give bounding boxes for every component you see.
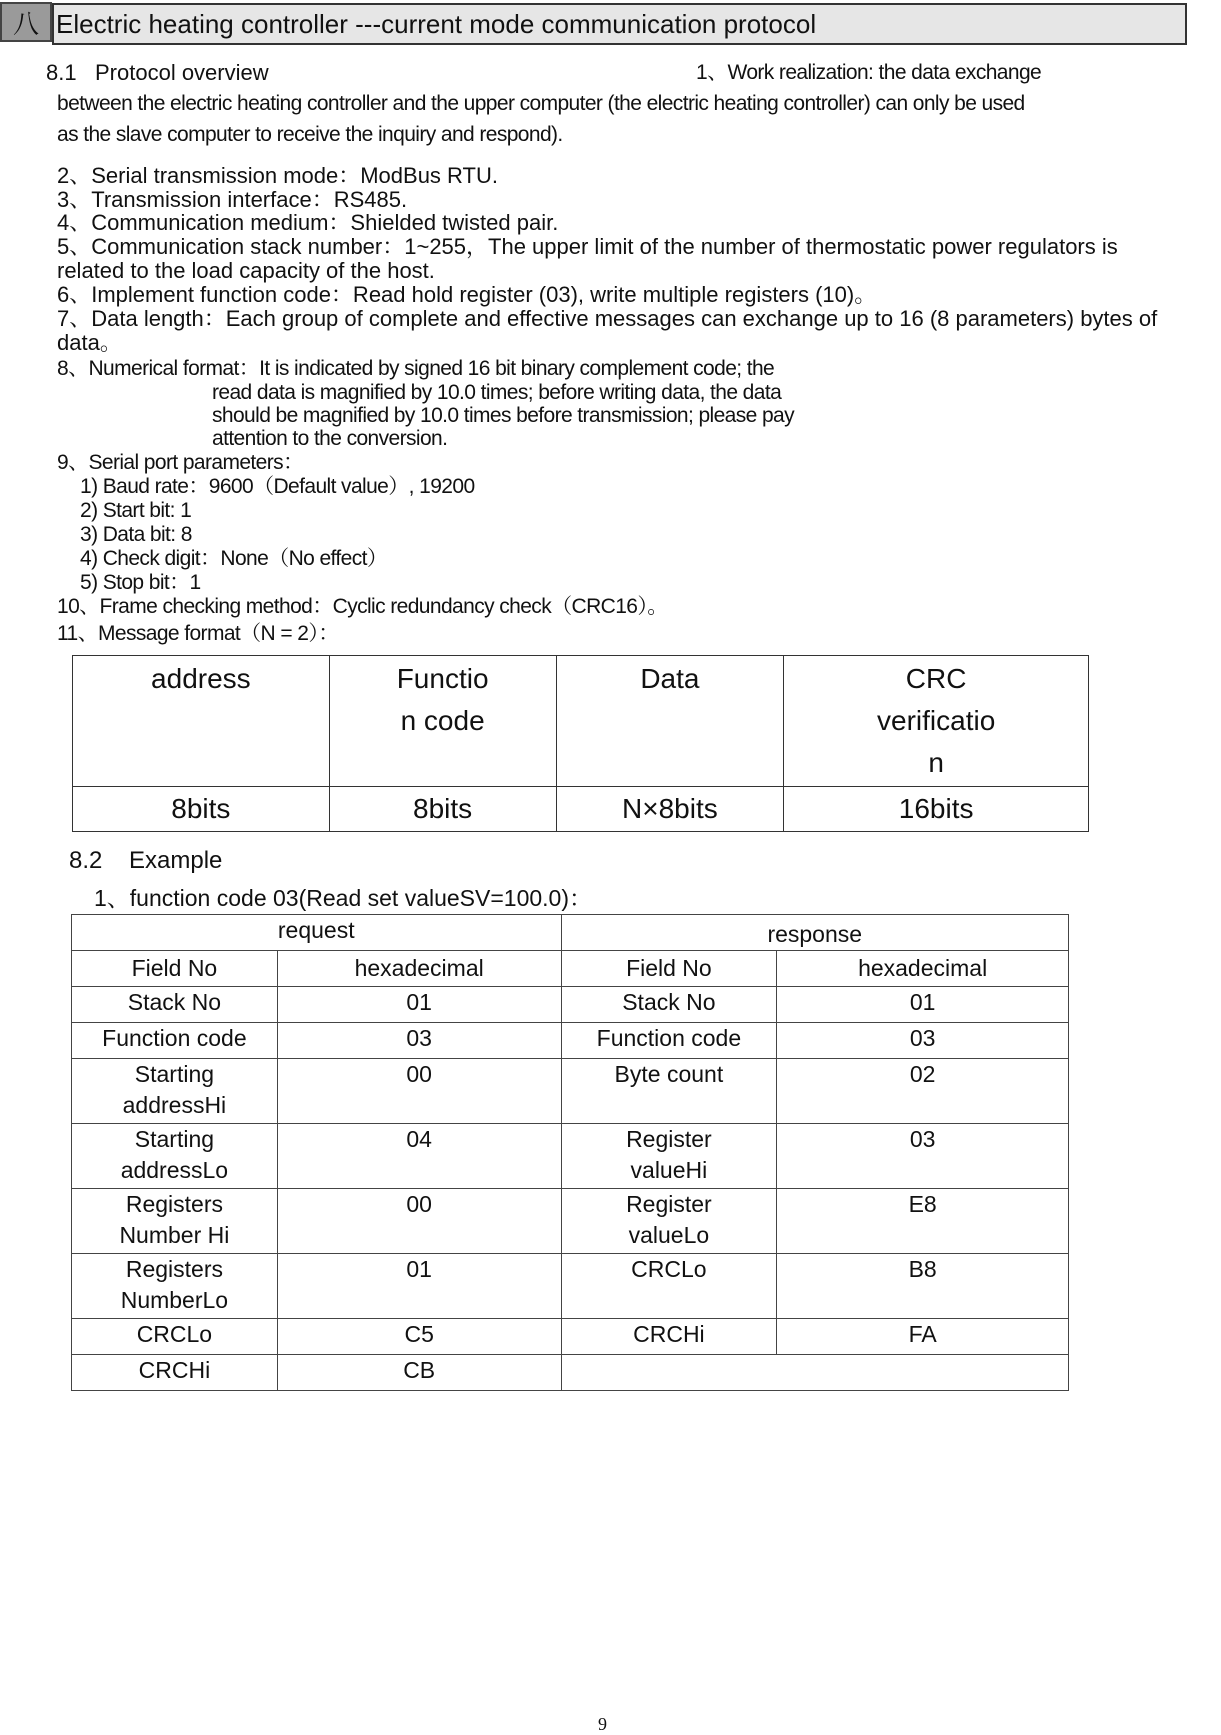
msg-size-function-code: 8bits — [329, 787, 556, 832]
serial-param-data-bit: 3) Data bit: 8 — [80, 523, 192, 546]
serial-param-baud: 1) Baud rate：9600（Default value）, 19200 — [80, 475, 475, 498]
serial-param-check-digit: 4) Check digit：None（No effect） — [80, 547, 388, 570]
resp-field: CRCHi — [561, 1319, 777, 1355]
item-8-line-2: read data is magnified by 10.0 times; before writing data, the data — [212, 381, 782, 404]
req-hex: 01 — [277, 1254, 561, 1319]
resp-hex: 03 — [777, 1023, 1069, 1059]
req-field: Registers Number Hi — [72, 1189, 278, 1254]
section-8-2-heading: Example — [129, 847, 223, 874]
item-7-cont: data。 — [57, 330, 122, 355]
item-3: 3、Transmission interface：RS485. — [57, 187, 408, 212]
resp-field: Stack No — [561, 987, 777, 1023]
item-10: 10、Frame checking method：Cyclic redundancy check（CRC16）。 — [57, 595, 668, 618]
req-hex: C5 — [277, 1319, 561, 1355]
resp-hex: E8 — [777, 1189, 1069, 1254]
table-row — [72, 1319, 1069, 1355]
msg-header-address: address — [73, 656, 330, 787]
table-row — [72, 1124, 1069, 1189]
req-hex: 00 — [277, 1189, 561, 1254]
item-4: 4、Communication medium：Shielded twisted pair. — [57, 210, 559, 235]
serial-param-stop-bit: 5) Stop bit：1 — [80, 571, 201, 594]
section-8-2-number: 8.2 — [69, 847, 103, 874]
req-field: Registers NumberLo — [72, 1254, 278, 1319]
req-hex: CB — [277, 1355, 561, 1391]
msg-header-data: Data — [556, 656, 784, 787]
col-header-req-field: Field No — [72, 951, 278, 987]
resp-hex: FA — [777, 1319, 1069, 1355]
table-row — [72, 1254, 1069, 1319]
chapter-title: Electric heating controller ---current mode communication protocol — [52, 3, 1187, 45]
req-field: CRCHi — [72, 1355, 278, 1391]
message-format-table — [72, 655, 1089, 832]
response-label: response — [561, 915, 1068, 951]
item-6: 6、Implement function code：Read hold register (03), write multiple registers (10)。 — [57, 282, 877, 307]
req-field: Starting addressHi — [72, 1059, 278, 1124]
item-9-title: 9、Serial port parameters： — [57, 451, 304, 474]
col-header-resp-hex: hexadecimal — [777, 951, 1069, 987]
req-hex: 04 — [277, 1124, 561, 1189]
item-1-line-2: between the electric heating controller and the upper computer (the electric heating controller) can only be used — [57, 92, 1025, 115]
req-hex: 03 — [277, 1023, 561, 1059]
item-8-line-3: should be magnified by 10.0 times before transmission; please pay — [212, 404, 795, 427]
req-field: Function code — [72, 1023, 278, 1059]
item-5-cont: related to the load capacity of the host. — [57, 258, 435, 283]
msg-size-crc: 16bits — [784, 787, 1089, 832]
example-table — [71, 914, 1069, 1391]
msg-header-function-code: Functio n code — [329, 656, 556, 787]
msg-header-crc: CRC verificatio n — [784, 656, 1089, 787]
example-1-title: 1、function code 03(Read set valueSV=100.0)： — [94, 885, 593, 911]
page-number: 9 — [598, 1714, 607, 1734]
section-8-1-heading: Protocol overview — [95, 60, 269, 85]
item-5: 5、Communication stack number：1~255，The upper limit of the number of thermostatic power regulators is — [57, 234, 1118, 259]
req-hex: 01 — [277, 987, 561, 1023]
col-header-resp-field: Field No — [561, 951, 777, 987]
resp-field: Function code — [561, 1023, 777, 1059]
chapter-header — [0, 2, 1187, 44]
req-field: Stack No — [72, 987, 278, 1023]
resp-field: Byte count — [561, 1059, 777, 1124]
table-row — [72, 1059, 1069, 1124]
table-row — [72, 1023, 1069, 1059]
serial-param-start-bit: 2) Start bit: 1 — [80, 499, 192, 522]
resp-hex: 01 — [777, 987, 1069, 1023]
section-8-1-number: 8.1 — [46, 60, 77, 85]
resp-hex: 03 — [777, 1124, 1069, 1189]
resp-field: Register valueHi — [561, 1124, 777, 1189]
chapter-number: 八 — [0, 2, 52, 42]
item-1-line-3: as the slave computer to receive the inquiry and respond). — [57, 123, 563, 146]
table-row — [72, 987, 1069, 1023]
msg-size-address: 8bits — [73, 787, 330, 832]
item-2: 2、Serial transmission mode：ModBus RTU. — [57, 163, 498, 188]
col-header-req-hex: hexadecimal — [277, 951, 561, 987]
item-1-line-1: 1、Work realization: the data exchange — [696, 61, 1042, 84]
request-label: request — [72, 915, 562, 951]
msg-size-data: N×8bits — [556, 787, 784, 832]
item-8-line-1: 8、Numerical format：It is indicated by signed 16 bit binary complement code; the — [57, 357, 775, 380]
table-row — [72, 1355, 1069, 1391]
resp-field: CRCLo — [561, 1254, 777, 1319]
item-11: 11、Message format（N = 2）： — [57, 622, 339, 645]
req-field: CRCLo — [72, 1319, 278, 1355]
req-field: Starting addressLo — [72, 1124, 278, 1189]
item-8-line-4: attention to the conversion. — [212, 427, 448, 450]
req-hex: 00 — [277, 1059, 561, 1124]
resp-hex: 02 — [777, 1059, 1069, 1124]
item-7: 7、Data length：Each group of complete and effective messages can exchange up to 16 (8 parameters) bytes of — [57, 306, 1158, 331]
table-row — [72, 1189, 1069, 1254]
resp-hex: B8 — [777, 1254, 1069, 1319]
resp-field: Register valueLo — [561, 1189, 777, 1254]
resp-empty — [561, 1355, 1068, 1391]
